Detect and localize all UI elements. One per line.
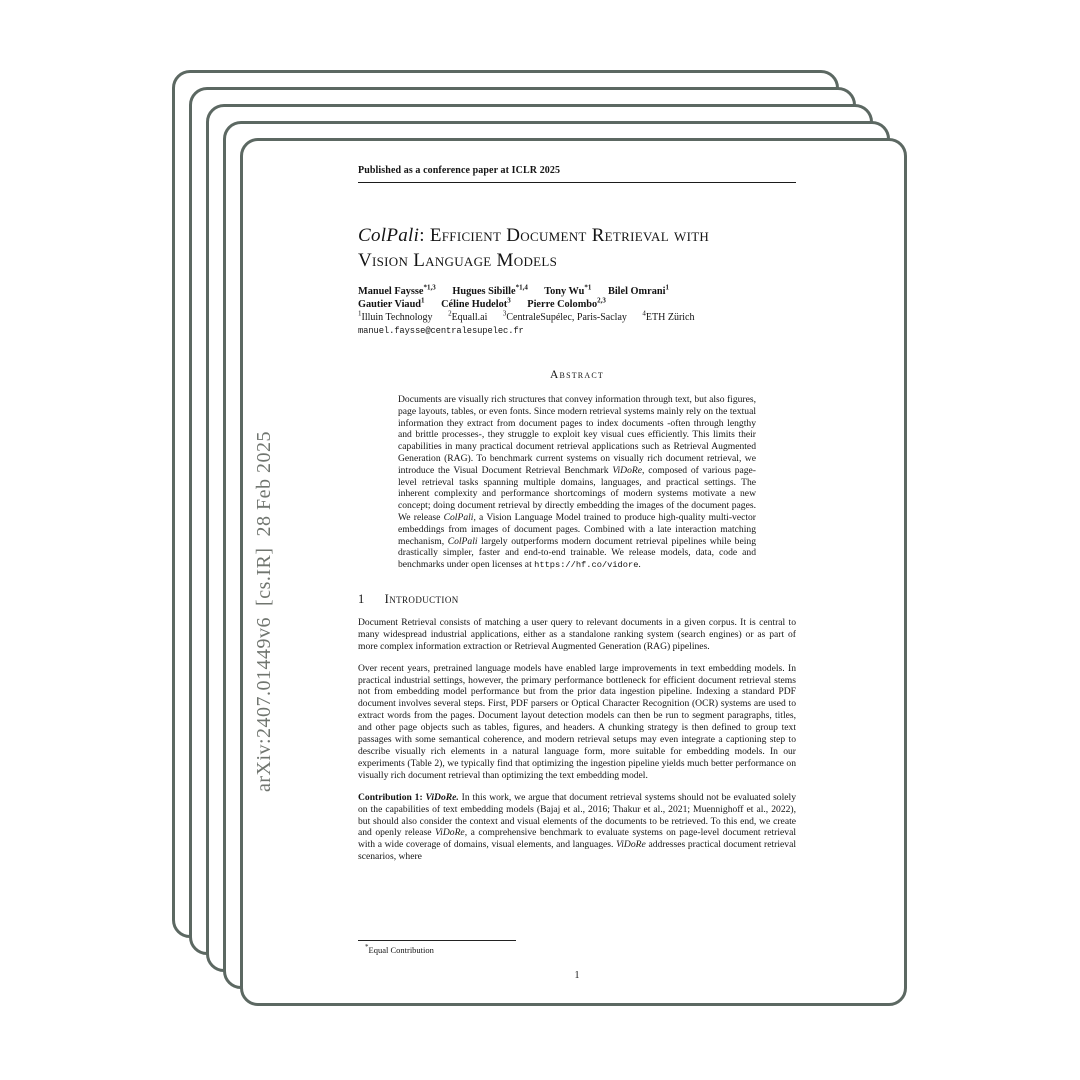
author: Pierre Colombo$^{2,3}$: [527, 296, 606, 311]
footnote: [365, 945, 434, 955]
arxiv-watermark: [247, 378, 283, 844]
author: Céline Hudelot$^3$: [441, 296, 511, 311]
footnote-marker: *: [365, 943, 369, 952]
author-superscript: 1: [665, 283, 669, 292]
intro-paragraph-3: [358, 792, 796, 863]
author: Hugues Sibille$^{*1,4}$: [452, 283, 528, 297]
abstract-segment: , a Vision Language Model trained to produce high-quality multi-vector embeddings from images of document pages. Combined with a late interaction matching mechanism,: [398, 511, 757, 547]
intro-paragraph-1: Document Retrieval consists of matching a user query to relevant documents in a given corpus. It is central to many widespread industrial applications, either as a standalone ranking system (search engines) or as part of more complex information extraction or Retrieval Augmented Generation (RAG) pipelines.: [358, 616, 796, 652]
contact-email: manuel.faysse@centralesupelec.fr: [358, 325, 524, 336]
page-front: [240, 138, 907, 1006]
abstract-segment: , composed of various page-level retrieval tasks spanning multiple domains, languages, and practical settings. The inherent complexity and performance shortcomings of modern systems motivate a new concept; doing document retrieval by directly embedding the images of the document pages. We release: [398, 464, 756, 523]
abstract-paragraph: [398, 394, 756, 572]
author: Gautier Viaud$^1$: [358, 296, 425, 311]
author-superscript: 2,3: [597, 296, 606, 305]
affiliation: $^1$Illuin Technology: [358, 310, 433, 324]
author-superscript: *1: [584, 283, 592, 292]
header-rule: [358, 182, 796, 183]
footnote-rule: [358, 940, 516, 941]
paragraph-segment: In this work, we argue that document retrieval systems should not be evaluated solely on the capabilities of text embedding models (Bajaj et al., 2016; Thakur et al., 2021; Muennighoff et al., 2022), but should also consider the context and visual elements of the documents to be retrieved. To this end, we create and openly release: [358, 791, 796, 839]
conference-header: Published as a conference paper at ICLR 2025: [358, 165, 561, 176]
author-superscript: 1: [421, 296, 425, 305]
author: Tony Wu$^{*1}$: [544, 283, 592, 297]
author: Bilel Omrani$^1$: [607, 283, 669, 297]
intro-paragraph-2: Over recent years, pretrained language models have enabled large improvements in text embedding models. In practical industrial settings, however, the primary performance bottleneck for efficient document retrieval stems not from embedding model performance but from the prior data ingestion pipeline. Indexing a standard PDF document involves several steps. First, PDF parsers or Optical Character Recognition (OCR) systems are used to extract words from the pages. Document layout detection models can then be run to segment paragraphs, titles, and other page objects such as tables, figures, and headers. A chunking strategy is then defined to group text passages with some semantical coherence, and modern retrieval setups may even integrate a captioning step to describe visually rich elements in a natural language form, more suitable for embedding models. In our experiments (Table 2), we typically find that optimizing the ingestion pipeline yields much better performance on visually rich document retrieval than optimizing the text embedding model.: [358, 662, 796, 781]
paper-title-rest: : Efficient Document Retrieval with: [419, 225, 710, 246]
author-superscript: *1,4: [515, 283, 528, 292]
author-superscript: *1,3: [423, 283, 436, 292]
colpali-name: ColPali: [447, 535, 478, 547]
section-label: Introduction: [384, 591, 459, 606]
vidore-name: ViDoRe: [616, 839, 646, 851]
section-heading-introduction: [358, 592, 796, 607]
section-number: 1: [358, 591, 365, 606]
author-line-2: [358, 298, 818, 311]
contribution-label: Contribution 1:: [358, 791, 426, 803]
vidore-name: ViDoRe: [612, 464, 642, 476]
colpali-name: ColPali: [443, 511, 474, 523]
vidore-url[interactable]: https://hf.co/vidore: [534, 560, 639, 571]
arxiv-watermark-text: arXiv:2407.01449v6 [cs.IR] 28 Feb 2025: [253, 430, 276, 792]
affiliation: $^2$Equall.ai: [448, 310, 488, 324]
paper-title: [358, 223, 818, 273]
abstract-segment: .: [638, 559, 641, 571]
author: Manuel Faysse$^{*1,3}$: [358, 283, 436, 297]
paragraph-segment: , a comprehensive benchmark to evaluate systems on page-level document retrieval with a wide coverage of domains, visual elements, and languages.: [358, 827, 796, 851]
affiliation: $^3$CentraleSupélec, Paris-Saclay: [502, 310, 627, 324]
abstract-segment: largely outperforms modern document retrieval pipelines while being drastically simpler, faster and end-to-end trainable. We release models, data, code and benchmarks under open licenses at: [398, 535, 756, 571]
affiliation: $^4$ETH Zürich: [642, 310, 695, 324]
vidore-name: ViDoRe.: [425, 791, 459, 803]
vidore-name: ViDoRe: [435, 827, 465, 839]
abstract-segment: Documents are visually rich structures that convey information through text, but also figures, page layouts, tables, or even fonts. Since modern retrieval systems mainly rely on the textual information they extract from document pages to index documents -often through lengthy and brittle processes-, they struggle to exploit key visual cues efficiently. This limits their capabilities in many practical document retrieval applications such as Retrieval Augmented Generation (RAG). To benchmark current systems on visually rich document retrieval, we introduce the Visual Document Retrieval Benchmark: [398, 394, 756, 476]
text-column: [358, 369, 796, 863]
paper-title-italic: ColPali: [358, 225, 420, 246]
author-line-1: [358, 285, 818, 298]
affiliation-line: [358, 311, 818, 324]
page-number: 1: [574, 970, 580, 981]
abstract-heading: Abstract: [550, 369, 604, 381]
footnote-text: Equal Contribution: [368, 945, 434, 955]
paragraph-segment: addresses practical document retrieval scenarios, where: [358, 839, 796, 863]
author-superscript: 3: [507, 296, 511, 305]
author-block: [358, 285, 818, 338]
paper-title-line2: Vision Language Models: [358, 250, 558, 271]
